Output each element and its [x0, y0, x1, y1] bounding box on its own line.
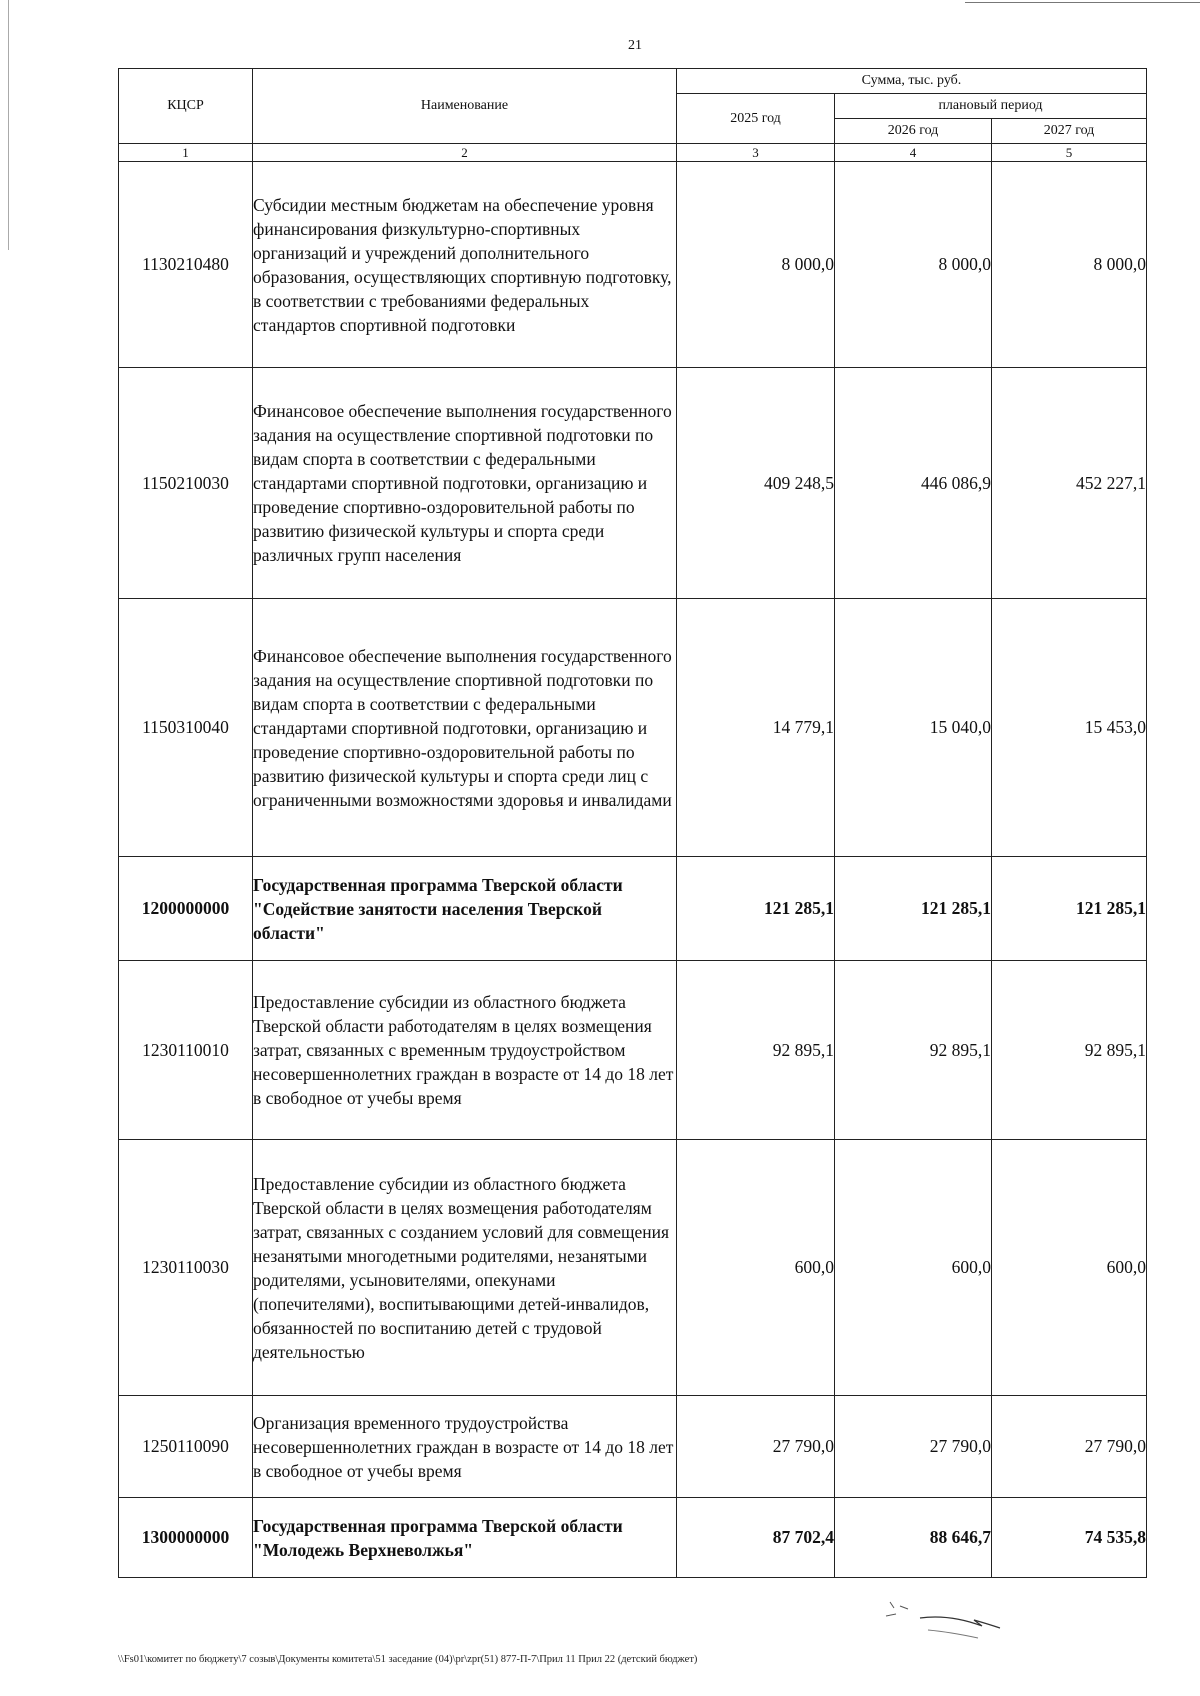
row-value-2027: 452 227,1	[992, 368, 1147, 599]
header-planned-period: плановый период	[835, 94, 1147, 119]
table-row	[119, 162, 1147, 368]
row-value-2025: 121 285,1	[677, 857, 835, 961]
row-value-2026: 600,0	[835, 1140, 992, 1396]
row-value-2027: 8 000,0	[992, 162, 1147, 368]
row-code: 1200000000	[119, 857, 253, 961]
column-number: 4	[835, 144, 992, 162]
row-name: Государственная программа Тверской области "Содействие занятости населения Тверской области"	[253, 857, 677, 961]
table-row	[119, 1140, 1147, 1396]
row-value-2026: 88 646,7	[835, 1498, 992, 1578]
row-name: Субсидии местным бюджетам на обеспечение уровня финансирования физкультурно-спортивных организаций и учреждений дополнительного образования, осуществляющих спортивную подготовку, в соответствии с требованиями федеральных стандартов спортивной подготовки	[253, 162, 677, 368]
header-year-2026: 2026 год	[835, 119, 992, 144]
footer-file-path: \\Fs01\комитет по бюджету\7 созыв\Документы комитета\51 заседание (04)\pr\zpr(51) 877-П-7\Прил 11 Прил 22 (детский бюджет)	[118, 1654, 698, 1665]
row-value-2025: 92 895,1	[677, 961, 835, 1140]
row-name: Финансовое обеспечение выполнения государственного задания на осуществление спортивной подготовки по видам спорта в соответствии с федеральными стандартами спортивной подготовки, организацию и проведение спортивно-оздоровительной работы по развитию физической культуры и спорта среди различных групп населения	[253, 368, 677, 599]
row-code: 1230110030	[119, 1140, 253, 1396]
row-value-2026: 8 000,0	[835, 162, 992, 368]
row-code: 1150310040	[119, 599, 253, 857]
header-year-2027: 2027 год	[992, 119, 1147, 144]
row-code: 1130210480	[119, 162, 253, 368]
column-number: 2	[253, 144, 677, 162]
signature-mark	[880, 1598, 1030, 1648]
row-value-2026: 446 086,9	[835, 368, 992, 599]
row-code: 1150210030	[119, 368, 253, 599]
row-code: 1230110010	[119, 961, 253, 1140]
row-value-2025: 409 248,5	[677, 368, 835, 599]
row-code: 1300000000	[119, 1498, 253, 1578]
row-name: Финансовое обеспечение выполнения государственного задания на осуществление спортивной подготовки по видам спорта в соответствии с федеральными стандартами спортивной подготовки, организацию и проведение спортивно-оздоровительной работы по развитию физической культуры и спорта среди лиц с ограниченными возможностями здоровья и инвалидами	[253, 599, 677, 857]
header-sum: Сумма, тыс. руб.	[677, 69, 1147, 94]
row-value-2026: 15 040,0	[835, 599, 992, 857]
page-corner-line	[965, 2, 1200, 3]
row-value-2026: 27 790,0	[835, 1396, 992, 1498]
row-value-2026: 121 285,1	[835, 857, 992, 961]
row-value-2027: 15 453,0	[992, 599, 1147, 857]
row-value-2027: 74 535,8	[992, 1498, 1147, 1578]
row-name: Предоставление субсидии из областного бюджета Тверской области в целях возмещения работодателям затрат, связанных с созданием условий для совмещения незанятыми многодетными родителями, незанятыми родителями, усыновителями, опекунами (попечителями), воспитывающими детей-инвалидов, обязанностей по воспитанию детей с трудовой деятельностью	[253, 1140, 677, 1396]
table-row	[119, 1498, 1147, 1578]
row-code: 1250110090	[119, 1396, 253, 1498]
column-number: 1	[119, 144, 253, 162]
header-name: Наименование	[253, 69, 677, 144]
row-value-2027: 92 895,1	[992, 961, 1147, 1140]
row-value-2026: 92 895,1	[835, 961, 992, 1140]
row-value-2027: 121 285,1	[992, 857, 1147, 961]
page-number: 21	[628, 38, 642, 53]
budget-table	[118, 68, 1147, 1578]
table-row	[119, 599, 1147, 857]
table-row	[119, 368, 1147, 599]
row-value-2027: 27 790,0	[992, 1396, 1147, 1498]
row-value-2025: 8 000,0	[677, 162, 835, 368]
row-name: Организация временного трудоустройства несовершеннолетних граждан в возрасте от 14 до 18 лет в свободное от учебы время	[253, 1396, 677, 1498]
header-year-2025: 2025 год	[677, 94, 835, 144]
row-value-2027: 600,0	[992, 1140, 1147, 1396]
row-value-2025: 14 779,1	[677, 599, 835, 857]
table-row	[119, 1396, 1147, 1498]
table-row	[119, 857, 1147, 961]
row-value-2025: 600,0	[677, 1140, 835, 1396]
table-row	[119, 961, 1147, 1140]
row-value-2025: 87 702,4	[677, 1498, 835, 1578]
header-code: КЦСР	[119, 69, 253, 144]
column-number: 5	[992, 144, 1147, 162]
column-number: 3	[677, 144, 835, 162]
row-name: Предоставление субсидии из областного бюджета Тверской области работодателям в целях возмещения затрат, связанных с временным трудоустройством несовершеннолетних граждан в возрасте от 14 до 18 лет в свободное от учебы время	[253, 961, 677, 1140]
row-name: Государственная программа Тверской области "Молодежь Верхневолжья"	[253, 1498, 677, 1578]
row-value-2025: 27 790,0	[677, 1396, 835, 1498]
